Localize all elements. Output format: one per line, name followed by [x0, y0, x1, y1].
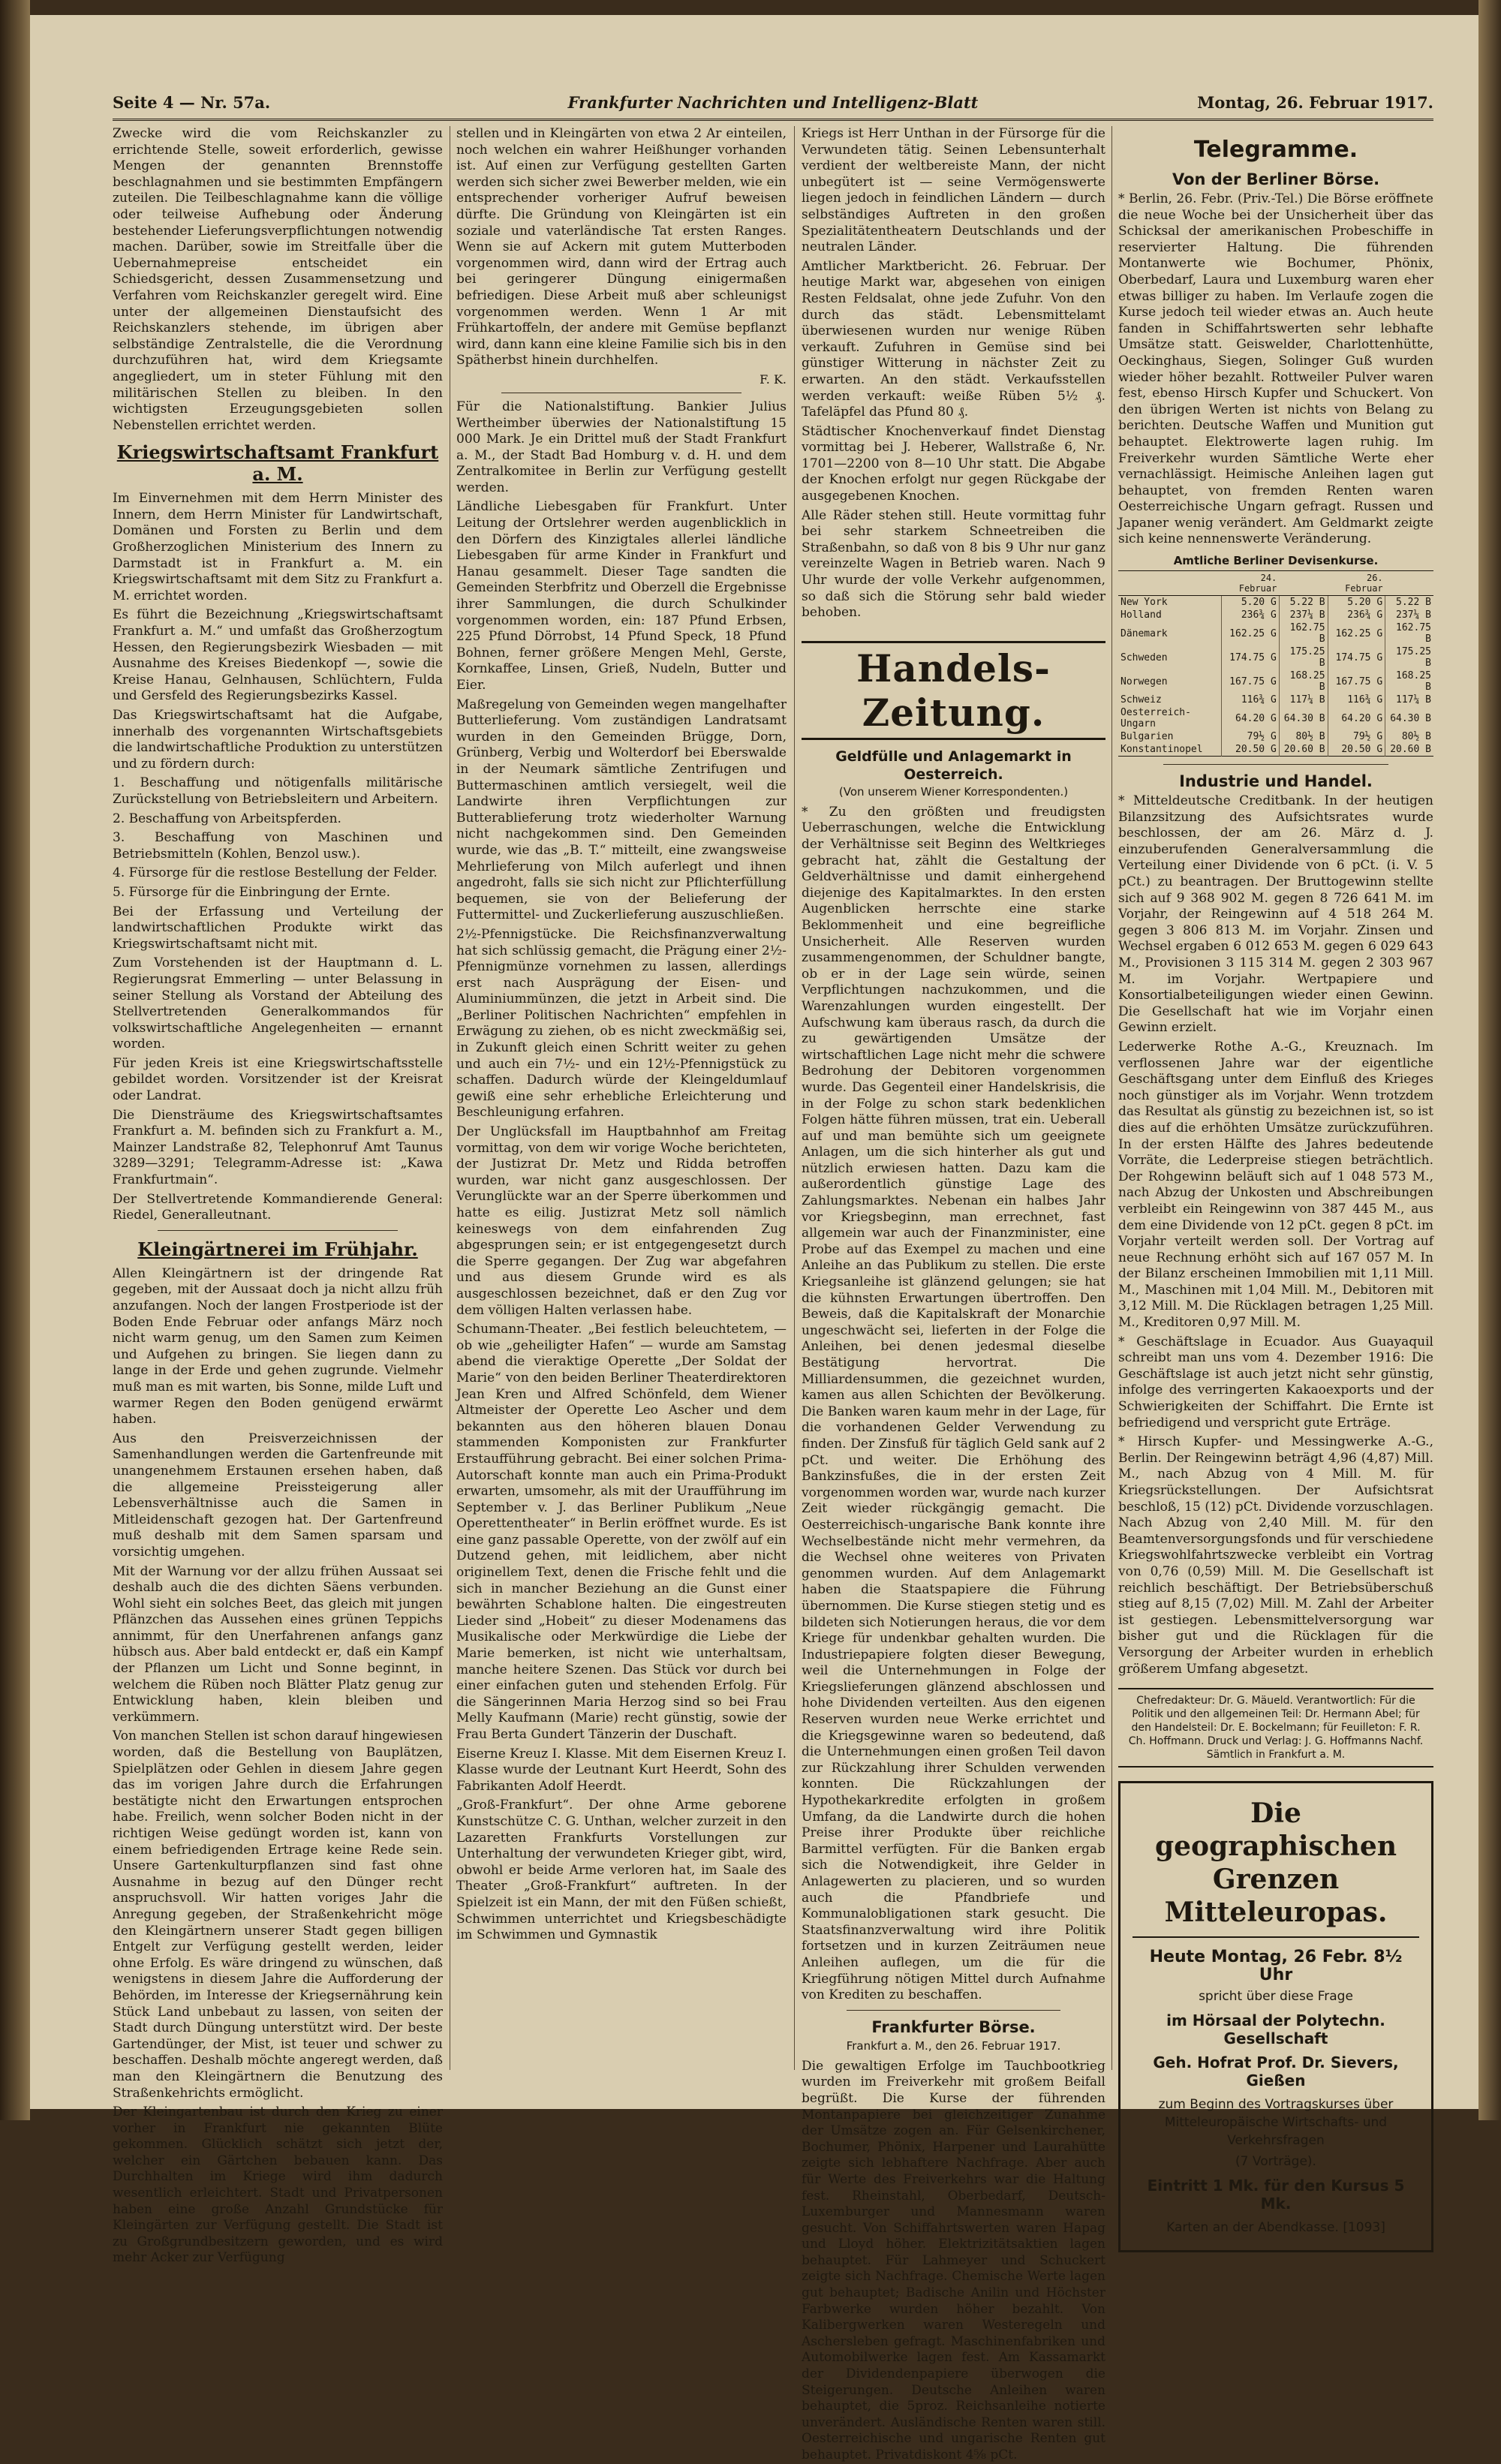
table-cell: 175.25 B	[1385, 645, 1433, 669]
ad-venue: im Hörsaal der Polytechn. Gesellschaft	[1166, 2011, 1385, 2048]
table-row	[1118, 706, 1433, 730]
local-news-item: Der Unglücksfall im Hauptbahnhof am Freitag vormittag, von dem wir vorige Woche berichteten, der Justizrat Dr. Metz und Ridda betroffen wurden, war nicht ganz ausgeschlossen. Der Verunglückte war an der Sperre überkommen und hatte es eilig. Justizrat Metz soll nämlich keineswegs von dem einfahrenden Zug abgesprungen sein; er ist entgegengesetzt durch die Sperre gegangen. Der Zug war abgefahren und aus diesem Grunde wird es als ausgeschlossen bezeichnet, daß er den Zug vor dem völligen Halten verlassen habe.	[456, 1124, 787, 1318]
article-paragraph: Zum Vorstehenden ist der Hauptmann d. L. Regierungsrat Emmerling — unter Belassung in seiner Stellung als Vorstand der Abteilung des Stellvertretenden Generalkommandos für volkswirtschaftliche Angelegenheiten — ernannt worden.	[113, 955, 443, 1052]
article-paragraph: * Geschäftslage in Ecuador. Aus Guayaquil schreibt man uns vom 4. Dezember 1916: Die Geschäftslage ist auch jetzt nicht sehr günstig, infolge des verringerten Kakaoexports und der Schwierigkeiten der Schiffahrt. Die Ernte ist befriedigend und verspricht gute Erträge.	[1118, 1334, 1433, 1431]
table-cell: Schweiz	[1120, 694, 1162, 706]
article-paragraph: Allen Kleingärtnern ist der dringende Rat gegeben, mit der Aussaat doch ja nicht allzu früh anzufangen. Noch der langen Frostperiode ist der Boden Ende Februar oder anfangs März noch nicht warm genug, um den Samen zum Keimen und Aufgehen zu bringen. Sie liegen dann zu lange in der Erde und gehen zugrunde. Vielmehr muß man es mit warten, bis Sonne, milde Luft und warmer Regen den Boden genügend erwärmt haben.	[113, 1265, 443, 1428]
page-number: Seite 4 — Nr. 57a.	[113, 93, 271, 112]
table-cell: 162.75 B	[1279, 621, 1328, 645]
column-2	[456, 126, 787, 2070]
table-header-row	[1118, 571, 1433, 596]
section-banner: Handels-Zeitung.	[802, 641, 1105, 740]
table-cell: 20.50 G	[1328, 743, 1385, 757]
page-edge	[1478, 0, 1501, 2120]
table-cell: 168.25 B	[1279, 669, 1328, 693]
article-paragraph: * Berlin, 26. Febr. (Priv.-Tel.) Die Börse eröffnete die neue Woche bei der Unsicherheit über das Schicksal der amerikanischen Probeschiffe in reservierter Haltung. Die führenden Montanwerte wie Bochumer, Phönix, Oberbedarf, Laura und Luxemburg waren eher etwas billiger zu haben. Im Verlaufe zogen die Kurse jedoch teil wieder etwas an. Auch heute fanden in Schiffahrtswerten sehr lebhafte Umsätze statt. Geiswelder, Charlottenhütte, Oeckinghaus, Siegen, Solinger Guß wurden wieder höher bezahlt. Rottweiler Pulver waren fest, ebenso Hirsch Kupfer und Schuckert. Von den übrigen Werten ist nichts von Belang zu berichten. Deutsche Waffen und Munition gut behauptet. Elektrowerte lagen ruhig. Im Freiverkehr wurden Sämtliche Werte eher vernachlässigt. Heimische Anleihen lagen gut behauptet, von fremden Renten waren Oesterreichische Ungarn gefragt. Russen und Japaner wenig verändert. Am Geldmarkt zeigte sich keine nennenswerte Veränderung.	[1118, 191, 1433, 547]
article-paragraph: Im Einvernehmen mit dem Herrn Minister des Innern, dem Herrn Minister für Landwirtschaft, Domänen und Forsten zu Berlin und dem Großherzoglichen Ministerium des Innern zu Darmstadt ist in Frankfurt a. M. ein Kriegswirtschaftsamt mit dem Sitz zu Frankfurt a. M. errichtet worden.	[113, 491, 443, 603]
table-cell: 80½ B	[1279, 730, 1328, 743]
column-3	[802, 126, 1105, 2462]
table-cell: 167.75 G	[1222, 669, 1280, 693]
column-rule	[794, 126, 795, 2070]
table-cell: 236¾ G	[1222, 609, 1280, 621]
ad-speaker: Geh. Hofrat Prof. Dr. Sievers, Gießen	[1153, 2053, 1399, 2090]
lecture-advertisement	[1118, 1781, 1433, 2252]
article-signature: F. K.	[760, 372, 787, 387]
ad-date: Heute Montag, 26 Febr. 8½ Uhr	[1149, 1948, 1403, 1985]
article-paragraph: stellen und in Kleingärten von etwa 2 Ar einteilen, noch welchen ein wahrer Heißhunger vorhanden ist. Auf einen zur Verfügung gestellten Garten werden sich sicher zwei Bewerber melden, wie ein entsprechender vorheriger Aufruf beweisen dürfte. Die Gründung von Kleingärten ist ein soziale und vaterländische Tat ersten Ranges. Wenn sie auf Ackern mit gutem Mutterboden vorgenommen wird, dann wird der Ertrag auch bei geringerer Düngung einigermaßen befriedigen. Diese Arbeit muß aber schleunigst vorgenommen werden. Wenn 1 Ar mit Frühkartoffeln, der andere mit Gemüse bepflanzt wird, dann kann eine kleine Familie sich bis in den Spätherbst hinein durchhelfen.	[456, 126, 787, 369]
local-news-item: Schumann-Theater. „Bei festlich beleuchtetem, — ob wie „geheiligter Hafen“ — wurde am Samstag abend die vieraktige Operette „Der Soldat der Marie“ von den beiden Berliner Theaterdirektoren Jean Kren und Alfred Schönfeld, dem Wiener Altmeister der Operette Leo Ascher und dem bekannten aus den höheren blauen Donau stammenden Komponisten zur Frankfurter Erstaufführung gebracht. Bei einer solchen Prima-Autorschaft konnte man auch ein Prima-Produkt erwarten, umsomehr, als mit der Uraufführung im September v. J. das Berliner Publikum „Neue Operettentheater“ in Berlin eröffnet wurde. Es ist eine ganz passable Operette, von der zwölf auf ein Dutzend gehen, mit leidlichem, aber nicht originellem Text, denen die Frische fehlt und die sich in mancher Beziehung an die Gunst einer bewährten Schablone halten. Die eingestreuten Lieder sind „Hobeit“ zu dieser Modenamens das Musikalische oder Merkwürdige die Liebe der Marie bemerken, ist nicht wie unterhaltsam, manche heitere Szenen. Das Stück vor durch bei einer einfachen guten und stehenden Erfolg. Für die Sängerinnen Maria Herzog sind so bei Frau Melly Kaufmann (Marie) recht günstig, sowie der Frau Berta Gundert Tänzerin der Duschaft.	[456, 1322, 787, 1742]
local-news-item: „Groß-Frankfurt“. Der ohne Arme geborene Kunstschütze C. G. Unthan, welcher zurzeit in den Lazaretten Frankfurts Vorstellungen zur Unterhaltung der verwundeten Krieger gibt, wird, obwohl er beide Arme verloren hat, im Saale des Theater „Groß-Frankfurt“ auftreten. In der Spielzeit ist ein Mann, der mit den Füßen schießt, Schwimmen unterrichtet und Kriegsbeschädigte im Schwimmen und Gymnastik	[456, 1798, 787, 1943]
ad-price: Eintritt 1 Mk. für den Kursus 5 Mk.	[1147, 2177, 1405, 2213]
article-paragraph: Von manchen Stellen ist schon darauf hingewiesen worden, daß die Bestellung von Bauplätzen, Spielplätzen oder Gehlen in diesem Jahre gegen das im vorigen Jahre durch die Erfahrungen bestätigte nicht den Erwartungen entsprochen habe. Freilich, wenn solcher Boden nicht in der richtigen Weise gedüngt worden ist, kann von einem befriedigenden Ertrage keine Rede sein. Unsere Gartenkulturpflanzen sind fast ohne Ausnahme in bezug auf den Dünger recht anspruchsvoll. Wir hatten voriges Jahr die Anregung gegeben, der Straßenkehricht möge den Kleingärtnern unserer Stadt gegen billigen Entgelt zur Verfügung gestellt werden, leider ohne Erfolg. Es wäre dringend zu wünschen, daß wenigstens in diesem Jahre die Aufforderung der Behörden, im Interesse der Kriegsernährung kein Stück Land unbebaut zu lassen, von seiten der Stadt durch Düngung unterstützt wird. Der beste Gartendünger, der Mist, ist teuer und schwer zu beschaffen. Deshalb möchte angeregt werden, daß man den Kleingärtnern die Benutzung des Straßenkehrichts ermöglicht.	[113, 1728, 443, 2101]
table-row	[1118, 645, 1433, 669]
article-headline: Von der Berliner Börse.	[1172, 170, 1380, 188]
table-cell: Oesterreich-Ungarn	[1120, 707, 1191, 730]
table-row	[1118, 621, 1433, 645]
table-cell: 162.25 G	[1222, 621, 1280, 645]
article-paragraph: Zwecke wird die vom Reichskanzler zu errichtende Stelle, soweit erforderlich, gewisse Mengen der genannten Brennstoffe beschlagnahmen und sie bestimmten Empfängern zuteilen. Die Teilbeschlagnahme kann die völlige oder teilweise Aufhebung oder Änderung bestehender Lieferungsverpflichtungen notwendig machen. Darüber, sowie im Streitfalle über die Uebernahmepreise entscheidet ein Schiedsgericht, dessen Zusammensetzung und Verfahren vom Reichskanzler geregelt wird. Eine unter der allgemeinen Dienstaufsicht des Reichskanzlers stehende, im übrigen aber selbständige Zentralstelle, die die Verordnung durchzuführen hat, wird dem Kriegsamte angegliedert, um in steter Fühlung mit den militärischen Stellen zu bleiben. In den wichtigsten Erzeugungsgebieten sollen Nebenstellen errichtet werden.	[113, 126, 443, 433]
table-cell: 117¼ B	[1279, 693, 1328, 706]
table-cell: 5.20 G	[1328, 596, 1385, 609]
list-item: 3. Beschaffung von Maschinen und Betriebsmitteln (Kohlen, Benzol usw.).	[113, 830, 443, 862]
list-item: 2. Beschaffung von Arbeitspferden.	[113, 811, 341, 826]
table-cell: 20.50 G	[1222, 743, 1280, 757]
table-cell: 64.30 B	[1279, 706, 1328, 730]
table-row	[1118, 596, 1433, 609]
divider	[158, 1230, 398, 1231]
table-cell: 167.75 G	[1328, 669, 1385, 693]
section-banner: Telegramme.	[1193, 137, 1358, 163]
local-news-item: Alle Räder stehen still. Heute vormittag fuhr bei sehr starkem Schneetreiben die Straßenbahn, so daß von 8 bis 9 Uhr nur ganz vereinzelte Wagen in Betrieb waren. Nach 9 Uhr wurde der volle Verkehr aufgenommen, so daß sich die Störung sehr bald wieder behoben.	[802, 507, 1105, 621]
table-row	[1118, 609, 1433, 621]
article-signature: Der Stellvertretende Kommandierende General: Riedel, Generalleutnant.	[113, 1191, 443, 1223]
table-cell: 80½ B	[1385, 730, 1433, 743]
imprint: Chefredakteur: Dr. G. Mäueld. Verantwortlich: Für die Politik und den allgemeinen Teil: Dr. Hermann Abel; für den Handelsteil: Dr. E. Bockelmann; für Feuilleton: F. R. Ch. Hoffmann. Druck und Verlag: J. G. Hoffmanns Nachf. Sämtlich in Frankfurt a. M.	[1118, 1688, 1433, 1768]
table-row	[1118, 693, 1433, 706]
column-1	[113, 126, 443, 2266]
table-cell: 5.20 G	[1222, 596, 1280, 609]
table-row	[1118, 669, 1433, 693]
table-cell: 174.75 G	[1328, 645, 1385, 669]
table-cell: 237¼ B	[1385, 609, 1433, 621]
article-paragraph: Mit der Warnung vor der allzu frühen Aussaat sei deshalb auch die des dichten Säens verbunden. Wohl sieht ein solches Beet, das gleich mit jungen Pflänzchen das Aussehen eines grünen Teppichs annimmt, für den Unerfahrenen anfangs ganz hübsch aus. Aber bald entdeckt er, daß ein Kampf der Pflanzen um Licht und Sonne beginnt, in welchem die Rüben noch Blätter Platz genug zur Entwicklung haben, klein bleiben und verkümmern.	[113, 1563, 443, 1725]
table-cell: 64.20 G	[1328, 706, 1385, 730]
column-header	[1279, 571, 1328, 596]
article-headline: Kriegswirtschaftsamt Frankfurt a. M.	[116, 441, 439, 486]
local-news-item: Ländliche Liebesgaben für Frankfurt. Unter Leitung der Ortslehrer werden augenblicklich in den Dörfern des Kinzigtales allerlei ländliche Liebesgaben für arme Kinder in Frankfurt und Hanau gesammelt. Dieser Tage sandten die Gemeinden Sterbfritz und Oberzell die Ergebnisse ihrer Sammlungen, die durch Schulkinder vorgenommen worden, ein: 187 Pfund Erbsen, 225 Pfund Dörrobst, 14 Pfund Speck, 18 Pfund Bohnen, ferner größere Mengen Mehl, Gerste, Kornkaffee, Linsen, Grieß, Nudeln, Butter und Eier.	[456, 499, 787, 693]
article-paragraph: Der Kleingartenbau ist durch den Krieg zu einer vorher in Frankfurt nie gekannten Blüte gekommen. Glücklich schätzt sich jetzt der, welcher ein Gärtchen bebauen kann. Das Durchhalten im Kriege wird ihm dadurch wesentlich erleichtert. Stadt und Privatpersonen haben eine große Anzahl Grundstücke für Kleingärten zur Verfügung gestellt. Die Stadt ist zu Großgrundbesitzern geworden, und es wird mehr Acker zur Verfügung	[113, 2104, 443, 2266]
table-cell: 162.75 B	[1385, 621, 1433, 645]
local-news-item: Eiserne Kreuz I. Klasse. Mit dem Eisernen Kreuz I. Klasse wurde der Leutnant Kurt Heerdt, Sohn des Fabrikanten Adolf Heerdt.	[456, 1746, 787, 1794]
table-cell: Bulgarien	[1120, 731, 1174, 743]
article-paragraph: Die Diensträume des Kriegswirtschaftsamtes Frankfurt a. M. befinden sich zu Frankfurt a. M., Mainzer Landstraße 82, Telephonruf Amt Taunus 3289—3291; Telegramm-Adresse ist: „Kawa Frankfurtmain“.	[113, 1107, 443, 1188]
newspaper-title: Frankfurter Nachrichten und Intelligenz-Blatt	[567, 93, 979, 112]
table-cell: Schweden	[1120, 651, 1168, 663]
table-cell: 64.30 B	[1385, 706, 1433, 730]
local-news-item: 2½-Pfennigstücke. Die Reichsfinanzverwaltung hat sich schlüssig gemacht, die Prägung einer 2½-Pfennigmünze vornehmen zu lassen, allerdings erst nach Ausprägung der Eisen- und Aluminiummünzen, die jetzt in Arbeit sind. Die „Berliner Politischen Nachrichten“ empfehlen in Erwägung zu ziehen, ob es nicht zweckmäßig sei, in Zukunft gleich einen Schritt weiter zu gehen und auch ein 7½- und ein 12½-Pfennigstück zu schaffen. Dadurch würde der Kleingeldumlauf gewiß eine sehr erhebliche Erleichterung und Beschleunigung erfahren.	[456, 926, 787, 1121]
table-cell: 79½ G	[1222, 730, 1280, 743]
table-cell: 64.20 G	[1222, 706, 1280, 730]
divider	[1163, 764, 1388, 765]
table-cell: 236¾ G	[1328, 609, 1385, 621]
list-item: 1. Beschaffung und nötigenfalls militärische Zurückstellung von Betriebsleitern und Arbeitern.	[113, 775, 443, 807]
table-cell: 174.75 G	[1222, 645, 1280, 669]
list-item: 5. Fürsorge für die Einbringung der Ernte.	[113, 884, 390, 900]
book-binding	[0, 0, 30, 2120]
exchange-rate-table	[1118, 570, 1433, 757]
local-news-item: Amtlicher Marktbericht. 26. Februar. Der heutige Markt war, abgesehen von einigen Resten Feldsalat, ohne jede Zufuhr. Von den durch das städt. Lebensmittelamt überwiesenen wurden nur wenige Rüben verkauft. Zufuhren in Gemüse sind bei günstiger Witterung in nächster Zeit zu erwarten. An den städt. Verkaufsstellen werden verkauft: weiße Rüben 5½ ₰. Tafeläpfel das Pfund 80 ₰.	[802, 258, 1105, 420]
ad-text: zum Beginn des Vortragskurses über Mitteleuropäische Wirtschafts- und Verkehrsfragen	[1158, 2097, 1394, 2149]
table-cell: 116¾ G	[1328, 693, 1385, 706]
table-cell: Norwegen	[1120, 675, 1168, 687]
table-cell: 5.22 B	[1385, 596, 1433, 609]
ad-text: Karten an der Abendkasse. [1093]	[1166, 2220, 1385, 2236]
local-news-item: Kriegs ist Herr Unthan in der Fürsorge für die Verwundeten tätig. Seinen Lebensunterhalt verdient der weltbereiste Mann, der nicht unbegütert ist — seine Vermögenswerte liegen jedoch in feindlichen Ländern — durch selbständiges Auftreten in den großen Spezialitätentheatern Deutschlands und der neutralen Länder.	[802, 126, 1105, 255]
local-news-item: Für die Nationalstiftung. Bankier Julius Wertheimber überwies der Nationalstiftung 15 000 Mark. Je ein Drittel muß der Stadt Frankfurt a. M., der Stadt Bad Homburg v. d. H. und dem Zentralkomitee in Berlin zur Verfügung gestellt werden.	[456, 399, 787, 495]
article-byline: (Von unserem Wiener Korrespondenten.)	[838, 784, 1069, 799]
column-header: 26. Februar	[1328, 571, 1385, 596]
article-paragraph: Die gewaltigen Erfolge im Tauchbootkrieg wurden im Freiverkehr mit großem Beifall begrüßt. Die Kurse der führenden Montanpapiere bei gleichzeitiger Zunahme der Umsätze zogen an. Für Gelsenkirchener, Bochumer, Phönix, Harpener und Laurahütte zeigte sich lebhaftere Nachfrage. Aber auch für Werte des Freiverkehrs war die Haltung fest. Rheinstahl, Oberbedarf, Deutsch-Luxemburger und Mannesmann waren gesucht. Von Schiffahrtswerten waren Hapag und Lloyd höher. Elektrizitätsaktien lagen behauptet. Für Lahmeyer und Schuckert zeigte sich Nachfrage. Chemische Werte lagen gut behauptet; Badische Anilin und Höchster Farbwerke wurden höher bezahlt. Von Kalibergwerken waren Westeregeln und Aschersleben gefragt. Maschinenfabriken und Automobilwerke lagen fest. Am Kassamarkt der Dividendenpapiere überwogen die Steigerungen. Deutsche Anleihen waren behauptet, die 5proz. Reichsanleihe notierte unverändert. Ausländische Renten waren still. Oesterreichische und ungarische Renten gut behauptet. Privatdiskont 4⅝ pCt.	[802, 2058, 1105, 2462]
article-paragraph: * Hirsch Kupfer- und Messingwerke A.-G., Berlin. Der Reingewinn beträgt 4,96 (4,87) Mill. M., nach Abzug von 4 Mill. M. für Kriegsrückstellungen. Der Aufsichtsrat beschloß, 15 (12) pCt. Dividende vorzuschlagen. Nach Abzug von 2,40 Mill. M. für den Beamtenversorgungsfonds und für verschiedene Kriegswohlfahrtszwecke verbleibt ein Vortrag von 0,76 (0,59) Mill. M. Die Gesellschaft ist reichlich beschäftigt. Der Betriebsüberschuß stieg auf 8,15 (7,02) Mill. M. Zahl der Arbeiter ist gestiegen. Lebensmittelversorgung war bisher gut und die Rücklagen für die Versorgung der Arbeiter wurden in erheblich größerem Umfang abgesetzt.	[1118, 1434, 1433, 1677]
issue-date: Montag, 26. Februar 1917.	[1197, 93, 1433, 112]
article-paragraph: Für jeden Kreis ist eine Kriegswirtschaftsstelle gebildet worden. Vorsitzender ist der Kreisrat oder Landrat.	[113, 1055, 443, 1104]
table-cell: 162.25 G	[1328, 621, 1385, 645]
column-header	[1385, 571, 1433, 596]
table-cell: 175.25 B	[1279, 645, 1328, 669]
local-news-item: Städtischer Knochenverkauf findet Dienstag vormittag bei J. Heberer, Wallstraße 6, Nr. 1701—2200 von 8—10 Uhr statt. Die Abgabe der Knochen erfolgt nur gegen Rückgabe der ausgegebenen Knochen.	[802, 423, 1105, 504]
table-cell: New York	[1120, 597, 1168, 609]
table-cell: Konstantinopel	[1120, 744, 1203, 756]
article-paragraph: * Mitteldeutsche Creditbank. In der heutigen Bilanzsitzung des Aufsichtsrates wurde beschlossen, der am 26. März d. J. einzuberufenden Generalversammlung die Verteilung einer Dividende von 6 pCt. (i. V. 5 pCt.) zu beantragen. Der Bruttogewinn stellte sich auf 9 368 902 M. gegen 8 726 641 M. im Vorjahr, der Reingewinn auf 4 518 264 M. gegen 3 806 813 M. im Vorjahr. Zinsen und Wechsel ergaben 6 012 653 M. gegen 6 029 643 M., Provisionen 3 115 314 M. gegen 2 303 967 M. im Vorjahr. Wertpapiere und Konsortialbeteiligungen wieder einen Gewinn. Die Gesellschaft hat wie im Vorjahr einen Gewinn erzielt.	[1118, 793, 1433, 1036]
divider	[847, 2010, 1060, 2011]
list-item: 4. Fürsorge für die restlose Bestellung der Felder.	[113, 865, 438, 881]
table-cell: 237¼ B	[1279, 609, 1328, 621]
table-row	[1118, 730, 1433, 743]
table-cell: 117¼ B	[1385, 693, 1433, 706]
ad-text: (7 Vorträge).	[1235, 2154, 1316, 2170]
table-cell: 20.60 B	[1385, 743, 1433, 757]
article-headline: Kleingärtnerei im Frühjahr.	[137, 1238, 418, 1260]
local-news-item: Maßregelung von Gemeinden wegen mangelhafter Butterlieferung. Vom zuständigen Landratsamt wurden in den Gemeinden Brügge, Dorn, Grünberg, Verbig und Wolterdorf bei Eberswalde in der Neumark sämtliche Zentrifugen und Buttermaschinen amtlich versiegelt, weil die Landwirte ihren Verpflichtungen zur Butterablieferung trotz wiederholter Warnung nicht nachgekommen sind. Den Gemeinden wurde, wie das „B. T.“ mitteilt, eine zwangsweise Mehrlieferung von Milch auferlegt und ihnen angedroht, falls sie sich nicht zur Pflichterfüllung bequemen, sie von der Belieferung der Futtermittel- und Zuckerlieferung auszuschließen.	[456, 696, 787, 923]
column-4	[1118, 126, 1433, 2236]
table-cell: 5.22 B	[1279, 596, 1328, 609]
article-paragraph: Lederwerke Rothe A.-G., Kreuznach. Im verflossenen Jahre war der eigentliche Geschäftsgang unter dem Einfluß des Krieges noch günstiger als im Vorjahr. Wenn trotzdem das Resultat als günstig zu bezeichnen ist, so ist dies auf die erhöhten Umsätze zurückzuführen. In der ersten Hälfte des Jahres bedeutende Vorräte, die Lederpreise stiegen beträchtlich. Der Rohgewinn beläuft sich auf 1 048 573 M., nach Abzug der Unkosten und Abschreibungen verbleibt ein Reingewinn von 387 445 M., aus dem eine Dividende von 12 pCt. gegen 8 pCt. im Vorjahr verteilt werden soll. Der Vortrag auf neue Rechnung erhöht sich auf 167 057 M. In der Bilanz erscheinen Immobilien mit 1,11 Mill. M., Maschinen mit 1,04 Mill. M., Debitoren mit 3,12 Mill. M. Die Rücklagen betragen 1,25 Mill. M., Kreditoren 0,97 Mill. M.	[1118, 1039, 1433, 1331]
article-paragraph: Es führt die Bezeichnung „Kriegswirtschaftsamt Frankfurt a. M.“ und umfaßt das Großherzogtum Hessen, den Regierungsbezirk Wiesbaden — mit Ausnahme des Kreises Biedenkopf —, sowie die Kreise Hanau, Gelnhausen, Schlüchtern, Fulda und Gersfeld des Regierungsbezirks Kassel.	[113, 607, 443, 704]
ad-text: spricht über diese Frage	[1199, 1989, 1353, 2005]
masthead	[113, 89, 1433, 121]
table-cell: 116¾ G	[1222, 693, 1280, 706]
exchange-rate-title: Amtliche Berliner Devisenkurse.	[1173, 554, 1379, 568]
table-cell: 168.25 B	[1385, 669, 1433, 693]
table-row	[1118, 743, 1433, 757]
article-paragraph: Aus den Preisverzeichnissen der Samenhandlungen werden die Gartenfreunde mit unangenehmem Erstaunen ersehen haben, daß die allgemeine Preissteigerung aller Lebensverhältnisse auch die Samen in Mitleidenschaft gezogen hat. Der Gartenfreund muß deshalb mit dem Samen sparsam und vorsichtig umgehen.	[113, 1431, 443, 1560]
table-cell: 20.60 B	[1279, 743, 1328, 757]
column-header	[1118, 571, 1222, 596]
article-dateline: Frankfurt a. M., den 26. Februar 1917.	[846, 2038, 1061, 2053]
article-headline: Geldfülle und Anlagemarkt in Oesterreich.	[835, 748, 1072, 783]
table-cell: 79½ G	[1328, 730, 1385, 743]
column-header: 24. Februar	[1222, 571, 1280, 596]
table-cell: Dänemark	[1120, 627, 1168, 639]
article-paragraph: Das Kriegswirtschaftsamt hat die Aufgabe, innerhalb des vorgenannten Wirtschaftsgebiets die landwirtschaftliche Produktion zu unterstützen und zu fördern durch:	[113, 708, 443, 772]
article-headline: Frankfurter Börse.	[871, 2017, 1036, 2036]
table-cell: Holland	[1120, 609, 1162, 621]
article-headline: Industrie und Handel.	[1179, 772, 1373, 791]
article-paragraph: * Zu den größten und freudigsten Ueberraschungen, welche die Entwicklung der Verhältnisse seit Beginn des Weltkrieges gebracht hat, zählt die Gestaltung der Geldverhältnisse und damit einhergehend diejenige des Kapitalmarktes. In den ersten Augenblicken herrschte eine starke Beklommenheit und eine begreifliche Unsicherheit. Alle Reserven wurden zusammengenommen, der Schuldner bangte, ob er in der Lage sein würde, seinen Verpflichtungen nachzukommen, und die Warenzahlungen wurden eingestellt. Der Aufschwung kam überaus rasch, da durch die zu gewärtigenden Umsätze der wirtschaftlichen Lage nicht mehr die schwere Bedrohung der Debitoren vorgenommen wurde. Das Gegenteil einer Handelskrisis, die in der Folge zu schon stark bedenklichen Folgen hätte führen müssen, trat ein. Ueberall auf und man bemühte sich um geeignete Anlagen, um die sich hinterher als gut und nützlich erwiesen hatten. Dazu kam die außerordentlich günstige Lage des Zahlungsmarktes. Nebenan ein halbes Jahr vor Kriegsbeginn, man errechnet, fast allgemein war auch der Finanzminister, eine Probe auf das Exempel zu machen und eine Anleihe an das Publikum zu stellen. Die erste Kriegsanleihe ist glänzend gelungen; sie hat die kühnsten Erwartungen übertroffen. Den Beweis, daß die Kapitalskraft der Monarchie ungeschwächt sei, lieferten in der Folge die Anleihen, bei denen jedesmal dieselbe Bestätigung hervortrat. Die Milliardensummen, die gezeichnet wurden, kamen aus allen Schichten der Bevölkerung. Die Banken waren kaum mehr in der Lage, für die vorhandenen Gelder Verwendung zu finden. Der Zinsfuß für täglich Geld sank auf 2 pCt. und weiter. Die Erhöhung des Bankzinsfußes, die in der ersten Zeit vorgenommen worden war, wurde nach kurzer Zeit wieder rückgängig gemacht. Die Oesterreichisch-ungarische Bank konnte ihre Wechselbestände nicht mehr vermehren, da die Wechsel ohne weiteres von Privaten genommen wurden. Auf dem Anlagemarkt haben die Staatspapiere die Führung übernommen. Die Kurse stiegen stetig und es bildeten sich Notierungen heraus, die vor dem Kriege für undenkbar gehalten wurden. Die Industriepapiere folgten dieser Bewegung, weil die Unternehmungen in Folge der Kriegslieferungen glänzend abschlossen und hohe Dividenden verteilten. Aus den eigenen Reserven wurden neue Werke errichtet und die Kriegsgewinne waren so bedeutend, daß die Unternehmungen einen großen Teil davon zur Rückzahlung ihrer Schulden verwenden konnten. Die Rückzahlungen der Hypothekarkredite erfolgten in großem Umfang, da die Landwirte durch die hohen Preise ihrer Produkte über reichliche Barmittel verfügten. Für die Banken ergab sich die Notwendigkeit, ihre Gelder in Anlagewerten zu placieren, und so wurden auch die Pfandbriefe und Kommunalobligationen stark gesucht. Die Staatsfinanzverwaltung wird ihre Politik fortsetzen und in kurzen Zeiträumen neue Anleihen auflegen, um die für die Kriegführung nötigen Mittel durch Aufnahme von Krediten zu beschaffen.	[802, 804, 1105, 2003]
ad-title: Die geographischen Grenzen Mitteleuropas.	[1133, 1797, 1419, 1938]
article-paragraph: Bei der Erfassung und Verteilung der landwirtschaftlichen Produkte wirkt das Kriegswirtschaftsamt nicht mit.	[113, 904, 443, 952]
column-rule	[1111, 126, 1112, 2070]
